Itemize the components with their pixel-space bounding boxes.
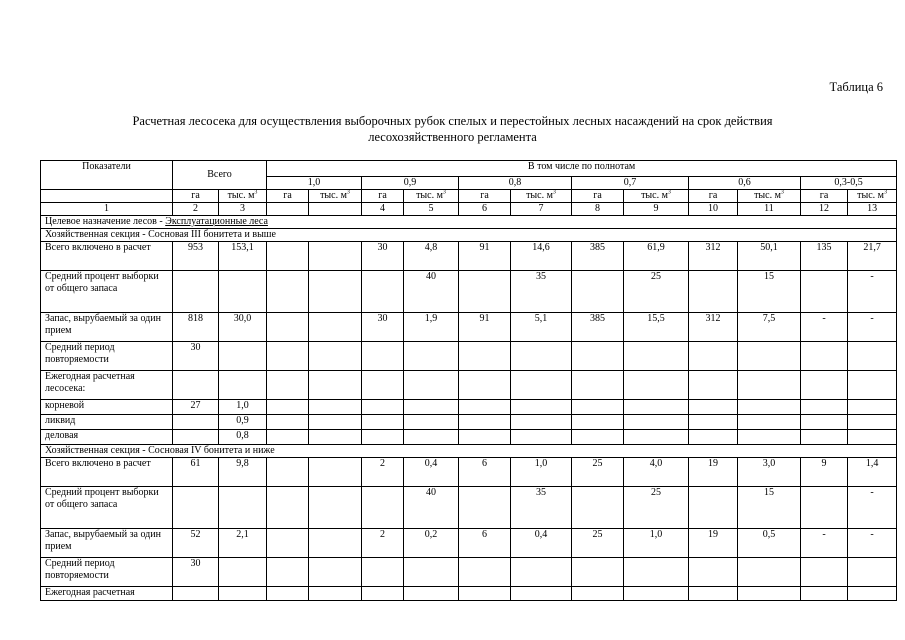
unit-ha-header: га bbox=[362, 190, 404, 203]
row-label: Всего включено в расчет bbox=[41, 458, 173, 487]
table-cell bbox=[309, 313, 362, 342]
section-title-text: Хозяйственная секция - Сосновая IV бонитета и ниже bbox=[45, 445, 275, 456]
table-cell bbox=[267, 458, 309, 487]
table-cell: 2 bbox=[362, 529, 404, 558]
unit-m3-header bbox=[511, 190, 572, 203]
table-cell bbox=[689, 342, 738, 371]
forest-purpose-value: Эксплуатационные леса bbox=[165, 216, 268, 227]
column-number: 6 bbox=[459, 203, 511, 216]
document-title bbox=[0, 113, 905, 145]
table-cell: 50,1 bbox=[738, 242, 801, 271]
column-number: 3 bbox=[219, 203, 267, 216]
table-cell: 30 bbox=[362, 242, 404, 271]
table-cell bbox=[848, 415, 897, 430]
table-cell bbox=[267, 342, 309, 371]
table-cell: 5,1 bbox=[511, 313, 572, 342]
table-cell bbox=[511, 587, 572, 601]
table-cell bbox=[848, 558, 897, 587]
table-cell: 1,0 bbox=[511, 458, 572, 487]
table-cell bbox=[572, 487, 624, 529]
table-cell bbox=[848, 342, 897, 371]
table-cell bbox=[801, 558, 848, 587]
table-cell: - bbox=[848, 529, 897, 558]
table-cell bbox=[404, 342, 459, 371]
table-cell: 9,8 bbox=[219, 458, 267, 487]
table-cell: 25 bbox=[624, 487, 689, 529]
table-cell: 91 bbox=[459, 242, 511, 271]
table-cell bbox=[267, 271, 309, 313]
table-cell bbox=[848, 587, 897, 601]
table-cell bbox=[173, 487, 219, 529]
table-cell bbox=[624, 371, 689, 400]
column-number: 8 bbox=[572, 203, 624, 216]
table-row bbox=[41, 313, 897, 342]
table-cell bbox=[309, 400, 362, 415]
table-cell bbox=[173, 371, 219, 400]
table-cell bbox=[459, 487, 511, 529]
table-cell: 1,9 bbox=[404, 313, 459, 342]
unit-m3-exponent: 3 bbox=[552, 189, 556, 196]
table-cell bbox=[511, 430, 572, 445]
table-cell: 30,0 bbox=[219, 313, 267, 342]
table-cell: 25 bbox=[572, 458, 624, 487]
column-number: 13 bbox=[848, 203, 897, 216]
unit-ha-header: га bbox=[267, 190, 309, 203]
table-cell bbox=[511, 400, 572, 415]
table-cell bbox=[267, 371, 309, 400]
table-body bbox=[41, 216, 897, 601]
table-cell: - bbox=[848, 487, 897, 529]
table-cell: 0,2 bbox=[404, 529, 459, 558]
table-number-label: Таблица 6 bbox=[829, 80, 883, 94]
column-number: 2 bbox=[173, 203, 219, 216]
table-cell bbox=[362, 271, 404, 313]
unit-m3-exponent: 3 bbox=[780, 189, 784, 196]
table-cell: 4,0 bbox=[624, 458, 689, 487]
table-cell: 2,1 bbox=[219, 529, 267, 558]
table-cell bbox=[801, 371, 848, 400]
table-cell: 19 bbox=[689, 529, 738, 558]
forest-purpose-row bbox=[41, 216, 897, 229]
table-cell bbox=[689, 430, 738, 445]
header-including-by-density: В том числе по полнотам bbox=[267, 161, 897, 177]
unit-m3-exponent: 3 bbox=[442, 189, 446, 196]
table-cell bbox=[572, 587, 624, 601]
table-cell: 35 bbox=[511, 487, 572, 529]
table-cell: 1,0 bbox=[219, 400, 267, 415]
section-title-row bbox=[41, 445, 897, 458]
forest-purpose bbox=[41, 216, 897, 229]
table-cell bbox=[173, 415, 219, 430]
table-cell: - bbox=[801, 529, 848, 558]
unit-m3-exponent: 3 bbox=[884, 189, 887, 196]
table-cell: 61 bbox=[173, 458, 219, 487]
table-cell: 953 bbox=[173, 242, 219, 271]
table-cell bbox=[404, 415, 459, 430]
table-cell: 15,5 bbox=[624, 313, 689, 342]
table-cell bbox=[362, 487, 404, 529]
unit-m3-text: тыс. м bbox=[320, 190, 347, 201]
unit-m3-header bbox=[738, 190, 801, 203]
table-cell bbox=[689, 487, 738, 529]
table-cell bbox=[362, 371, 404, 400]
table-cell bbox=[219, 487, 267, 529]
column-number: 10 bbox=[689, 203, 738, 216]
table-cell bbox=[267, 430, 309, 445]
table-cell: 25 bbox=[572, 529, 624, 558]
table-cell bbox=[309, 529, 362, 558]
table-cell: 27 bbox=[173, 400, 219, 415]
table-cell bbox=[309, 430, 362, 445]
table-cell: 30 bbox=[362, 313, 404, 342]
table-cell bbox=[404, 371, 459, 400]
section-title-text: Хозяйственная секция - Сосновая III бонитета и выше bbox=[45, 229, 276, 240]
table-cell: 1,4 bbox=[848, 458, 897, 487]
table-cell bbox=[267, 313, 309, 342]
table-cell bbox=[689, 271, 738, 313]
table-cell: 0,8 bbox=[219, 430, 267, 445]
table-cell: 30 bbox=[173, 342, 219, 371]
table-cell: 52 bbox=[173, 529, 219, 558]
table-cell bbox=[267, 558, 309, 587]
table-cell bbox=[848, 371, 897, 400]
table-cell: 0,5 bbox=[738, 529, 801, 558]
table-cell bbox=[738, 558, 801, 587]
table-cell bbox=[362, 430, 404, 445]
table-cell bbox=[267, 242, 309, 271]
table-cell bbox=[404, 558, 459, 587]
unit-m3-text: тыс. м bbox=[641, 190, 668, 201]
column-number: 1 bbox=[41, 203, 173, 216]
table-cell bbox=[738, 400, 801, 415]
table-row bbox=[41, 558, 897, 587]
table-cell: 6 bbox=[459, 458, 511, 487]
table-cell: 312 bbox=[689, 242, 738, 271]
table-cell bbox=[801, 400, 848, 415]
table-cell: 135 bbox=[801, 242, 848, 271]
table-cell: 25 bbox=[624, 271, 689, 313]
table-cell bbox=[624, 342, 689, 371]
table-cell: - bbox=[801, 313, 848, 342]
table-cell bbox=[459, 558, 511, 587]
row-label: Запас, вырубаемый за один прием bbox=[41, 313, 173, 342]
table-cell bbox=[624, 587, 689, 601]
table-cell bbox=[404, 587, 459, 601]
unit-m3-text: тыс. м bbox=[857, 190, 884, 201]
row-label: Ежегодная расчетная bbox=[41, 587, 173, 601]
table-cell: 7,5 bbox=[738, 313, 801, 342]
row-label: Ежегодная расчетная лесосека: bbox=[41, 371, 173, 400]
table-cell bbox=[459, 371, 511, 400]
row-label: Всего включено в расчет bbox=[41, 242, 173, 271]
table-cell: 19 bbox=[689, 458, 738, 487]
table-cell: 21,7 bbox=[848, 242, 897, 271]
table-row bbox=[41, 529, 897, 558]
unit-m3-text: тыс. м bbox=[754, 190, 781, 201]
unit-m3-exponent: 3 bbox=[346, 189, 350, 196]
unit-ha-header: га bbox=[689, 190, 738, 203]
table-cell bbox=[624, 415, 689, 430]
column-number: 9 bbox=[624, 203, 689, 216]
table-cell bbox=[848, 400, 897, 415]
table-row bbox=[41, 415, 897, 430]
unit-ha-header: га bbox=[459, 190, 511, 203]
table-header bbox=[41, 161, 897, 216]
table-cell bbox=[173, 430, 219, 445]
unit-ha-header: га bbox=[801, 190, 848, 203]
column-number: 4 bbox=[362, 203, 404, 216]
table-cell bbox=[572, 415, 624, 430]
table-cell bbox=[738, 342, 801, 371]
table-cell bbox=[738, 415, 801, 430]
table-cell bbox=[309, 271, 362, 313]
document-title-line-1: Расчетная лесосека для осуществления выборочных рубок спелых и перестойных лесных насаждений на срок действия bbox=[132, 114, 773, 128]
table-cell bbox=[801, 342, 848, 371]
table-cell bbox=[362, 342, 404, 371]
allowable-cut-table bbox=[40, 160, 897, 601]
unit-m3-exponent: 3 bbox=[667, 189, 671, 196]
table-cell bbox=[267, 415, 309, 430]
column-number: 12 bbox=[801, 203, 848, 216]
table-cell bbox=[689, 415, 738, 430]
table-cell: 0,4 bbox=[511, 529, 572, 558]
table-cell bbox=[459, 342, 511, 371]
table-cell bbox=[801, 587, 848, 601]
density-header: 0,6 bbox=[689, 177, 801, 190]
table-cell bbox=[689, 371, 738, 400]
table-row bbox=[41, 242, 897, 271]
table-cell: 0,9 bbox=[219, 415, 267, 430]
table-cell bbox=[738, 430, 801, 445]
table-cell bbox=[459, 430, 511, 445]
table-cell bbox=[219, 371, 267, 400]
table-cell: 3,0 bbox=[738, 458, 801, 487]
table-row bbox=[41, 271, 897, 313]
column-number: 7 bbox=[511, 203, 572, 216]
table-cell bbox=[572, 430, 624, 445]
document-title-line-2: лесохозяйственного регламента bbox=[368, 130, 537, 144]
table-cell bbox=[173, 587, 219, 601]
table-cell: 30 bbox=[173, 558, 219, 587]
table-cell: - bbox=[848, 271, 897, 313]
density-header: 0,7 bbox=[572, 177, 689, 190]
table-cell bbox=[624, 400, 689, 415]
row-label: ликвид bbox=[41, 415, 173, 430]
table-cell bbox=[511, 371, 572, 400]
table-cell bbox=[219, 587, 267, 601]
unit-m3-exponent: 3 bbox=[254, 189, 258, 196]
table-cell bbox=[404, 400, 459, 415]
table-cell: 14,6 bbox=[511, 242, 572, 271]
table-cell: 35 bbox=[511, 271, 572, 313]
density-header: 0,3-0,5 bbox=[801, 177, 897, 190]
header-indicators: Показатели bbox=[41, 161, 173, 190]
table-cell bbox=[572, 271, 624, 313]
section-title bbox=[41, 445, 897, 458]
table-cell: 40 bbox=[404, 487, 459, 529]
unit-ha-header: га bbox=[572, 190, 624, 203]
table-cell: 6 bbox=[459, 529, 511, 558]
section-title bbox=[41, 229, 897, 242]
table-cell bbox=[689, 400, 738, 415]
table-cell bbox=[362, 415, 404, 430]
column-number bbox=[267, 203, 309, 216]
table-row bbox=[41, 458, 897, 487]
table-row bbox=[41, 342, 897, 371]
forest-purpose-line bbox=[45, 216, 268, 227]
table-cell bbox=[572, 558, 624, 587]
column-number bbox=[309, 203, 362, 216]
unit-m3-text: тыс. м bbox=[526, 190, 553, 201]
table-row bbox=[41, 587, 897, 601]
table-cell: 91 bbox=[459, 313, 511, 342]
header-total: Всего bbox=[173, 161, 267, 190]
table-cell bbox=[267, 529, 309, 558]
table-row bbox=[41, 430, 897, 445]
table-cell: - bbox=[848, 313, 897, 342]
table-row bbox=[41, 400, 897, 415]
column-number: 11 bbox=[738, 203, 801, 216]
table-cell: 15 bbox=[738, 271, 801, 313]
table-cell: 385 bbox=[572, 242, 624, 271]
table-cell bbox=[624, 558, 689, 587]
table-cell bbox=[219, 558, 267, 587]
table-cell bbox=[459, 587, 511, 601]
unit-m3-header bbox=[309, 190, 362, 203]
table-cell bbox=[511, 342, 572, 371]
row-label: Средний процент выборки от общего запаса bbox=[41, 487, 173, 529]
table-cell: 153,1 bbox=[219, 242, 267, 271]
table-cell bbox=[309, 558, 362, 587]
table-cell bbox=[511, 558, 572, 587]
unit-m3-text: тыс. м bbox=[416, 190, 443, 201]
table-cell bbox=[309, 371, 362, 400]
table-cell bbox=[267, 487, 309, 529]
table-cell bbox=[848, 430, 897, 445]
table-cell bbox=[572, 400, 624, 415]
unit-m3-header bbox=[624, 190, 689, 203]
table-cell bbox=[801, 271, 848, 313]
density-header: 1,0 bbox=[267, 177, 362, 190]
row-label: деловая bbox=[41, 430, 173, 445]
unit-m3-header bbox=[219, 190, 267, 203]
table-cell bbox=[572, 342, 624, 371]
table-cell: 15 bbox=[738, 487, 801, 529]
column-number: 5 bbox=[404, 203, 459, 216]
table-cell bbox=[689, 558, 738, 587]
table-row bbox=[41, 371, 897, 400]
unit-m3-header bbox=[404, 190, 459, 203]
table-cell bbox=[219, 271, 267, 313]
table-cell bbox=[309, 342, 362, 371]
row-label: Средний период повторяемости bbox=[41, 558, 173, 587]
table-cell bbox=[267, 587, 309, 601]
table-cell bbox=[801, 415, 848, 430]
table-cell bbox=[459, 271, 511, 313]
row-label: Средний процент выборки от общего запаса bbox=[41, 271, 173, 313]
table-cell: 9 bbox=[801, 458, 848, 487]
table-cell bbox=[219, 342, 267, 371]
table-cell bbox=[309, 415, 362, 430]
forest-purpose-prefix: Целевое назначение лесов - bbox=[45, 216, 166, 227]
table-cell bbox=[309, 587, 362, 601]
unit-header-blank bbox=[41, 190, 173, 203]
unit-ha-header: га bbox=[173, 190, 219, 203]
table-cell: 312 bbox=[689, 313, 738, 342]
row-label: Средний период повторяемости bbox=[41, 342, 173, 371]
table-cell bbox=[173, 271, 219, 313]
table-cell: 4,8 bbox=[404, 242, 459, 271]
table-cell: 385 bbox=[572, 313, 624, 342]
row-label: Запас, вырубаемый за один прием bbox=[41, 529, 173, 558]
table-cell bbox=[309, 487, 362, 529]
unit-m3-text: тыс. м bbox=[227, 190, 255, 201]
table-cell bbox=[362, 400, 404, 415]
unit-m3-header bbox=[848, 190, 897, 203]
table-cell: 0,4 bbox=[404, 458, 459, 487]
table-cell: 2 bbox=[362, 458, 404, 487]
table-cell bbox=[511, 415, 572, 430]
table-cell: 61,9 bbox=[624, 242, 689, 271]
table-cell: 40 bbox=[404, 271, 459, 313]
table-cell bbox=[572, 371, 624, 400]
table-cell bbox=[309, 242, 362, 271]
table-cell bbox=[362, 558, 404, 587]
table-cell: 1,0 bbox=[624, 529, 689, 558]
table-cell bbox=[689, 587, 738, 601]
table-cell bbox=[801, 430, 848, 445]
table-cell bbox=[362, 587, 404, 601]
table-cell bbox=[738, 587, 801, 601]
table-cell bbox=[459, 415, 511, 430]
density-header: 0,8 bbox=[459, 177, 572, 190]
table-cell bbox=[309, 458, 362, 487]
table-cell bbox=[404, 430, 459, 445]
table-row bbox=[41, 487, 897, 529]
table-cell: 818 bbox=[173, 313, 219, 342]
density-header: 0,9 bbox=[362, 177, 459, 190]
table-cell bbox=[624, 430, 689, 445]
table-cell bbox=[267, 400, 309, 415]
table-cell bbox=[738, 371, 801, 400]
section-title-row bbox=[41, 229, 897, 242]
table-cell bbox=[459, 400, 511, 415]
row-label: корневой bbox=[41, 400, 173, 415]
table-cell bbox=[801, 487, 848, 529]
